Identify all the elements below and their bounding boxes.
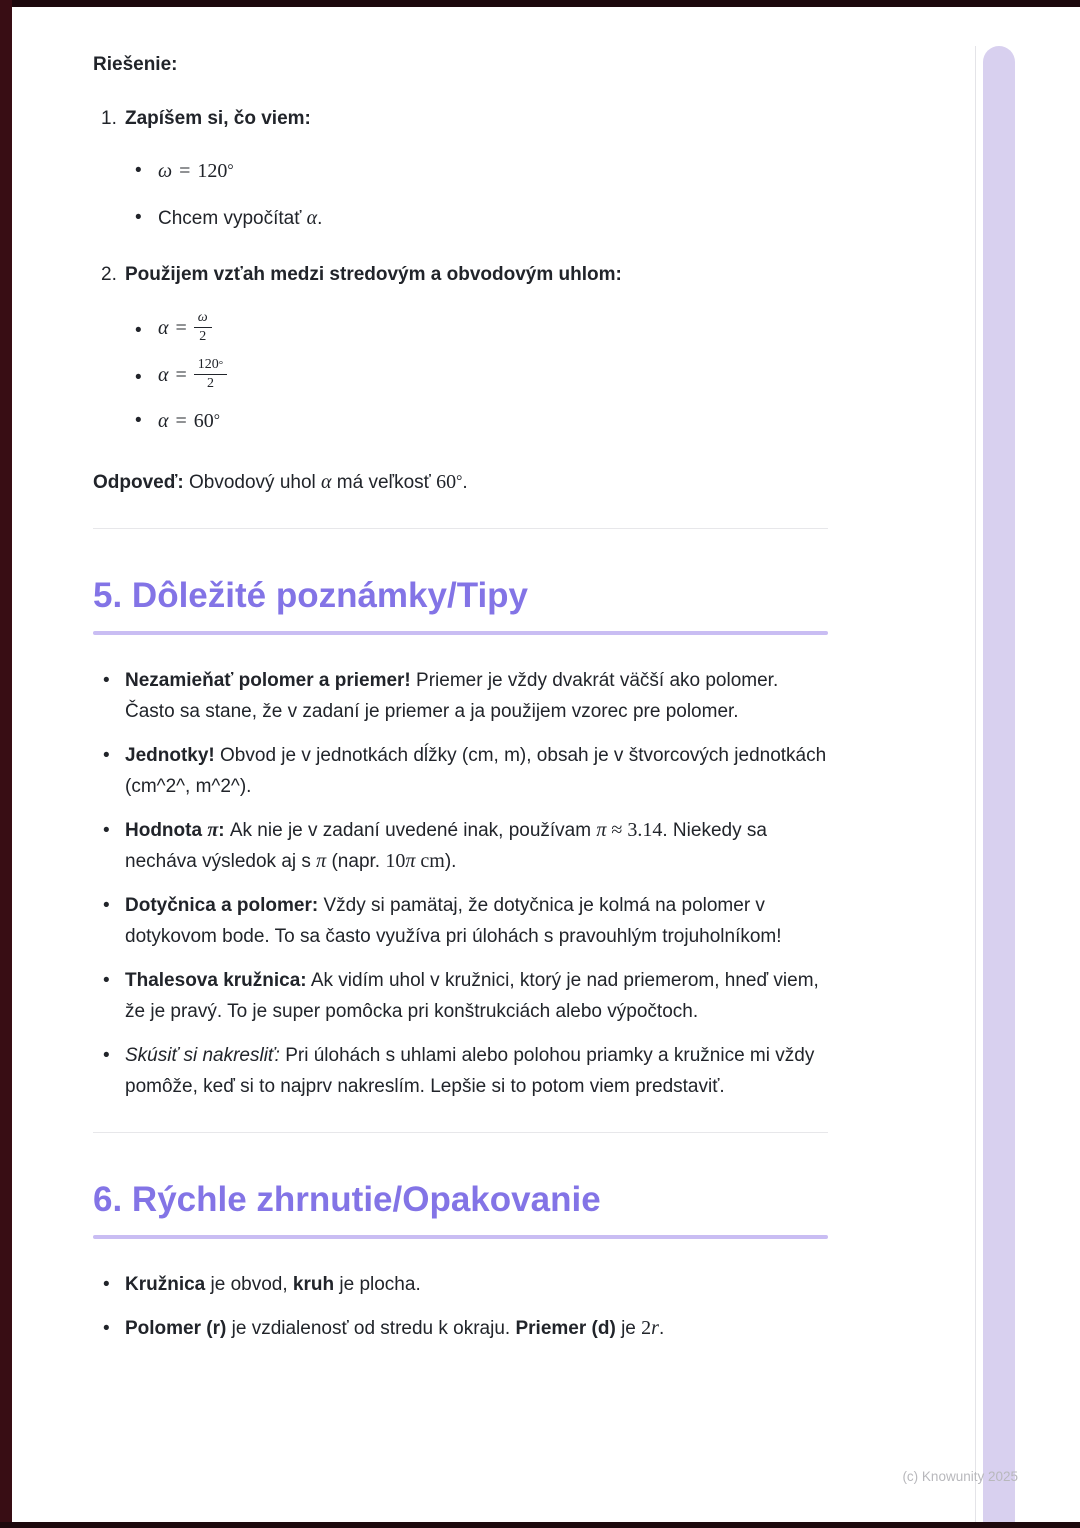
- page-border-left: [0, 0, 12, 1528]
- math-bullet-fraction: [93, 312, 828, 347]
- math-pi: π: [207, 819, 219, 841]
- step-1-bullets: [93, 156, 828, 234]
- section-6-title: 6. Rýchle zhrnutie/Opakovanie: [93, 1180, 601, 1219]
- math-alpha: α: [306, 207, 318, 229]
- section-6-underline: [93, 1235, 828, 1239]
- math-2r: 2r: [641, 1317, 659, 1339]
- math-bullet-result: [93, 406, 828, 437]
- math-expression: ω = 120°: [158, 160, 234, 182]
- section-divider: [93, 528, 828, 529]
- step-title: Zapíšem si, čo viem:: [125, 108, 311, 129]
- answer-paragraph: Odpoveď: Obvodový uhol α má veľkosť 60°.: [93, 471, 468, 493]
- fraction: 120 ° 2: [194, 357, 227, 392]
- list-item: • Jednotky! Obvod je v jednotkách dĺžky (cm, m), obsah je v štvorcových jednotkách (cm^2^, m^2^).: [93, 740, 828, 802]
- list-item: • Nezamieňať polomer a priemer! Priemer je vždy dvakrát väčší ako polomer. Často sa stane, že v zadaní je priemer a ja použijem vzorec pre polomer.: [93, 665, 828, 727]
- tips-list: [93, 665, 828, 1102]
- list-item: • Polomer (r) je vzdialenosť od stredu k okraju. Priemer (d) je 2r.: [93, 1313, 828, 1344]
- step-number: 1.: [101, 108, 117, 129]
- fraction: $\frac{\omega}{2}$: [194, 310, 212, 345]
- list-item: • Skúsiť si nakresliť: Pri úlohách s uhlami alebo polohou priamky a kružnice mi vždy pomôže, keď si to najprv nakreslím. Lepšie si to potom viem predstaviť.: [93, 1040, 828, 1102]
- ordered-step-1: [93, 104, 828, 134]
- degree-symbol: °: [227, 162, 234, 180]
- content-gutter-divider: [975, 46, 976, 1528]
- step-title: Použijem vzťah medzi stredovým a obvodovým uhlom:: [125, 264, 622, 285]
- list-item: • Hodnota π: Ak nie je v zadaní uvedené inak, používam π ≈ 3.14. Niekedy sa necháva výsledok aj s π (napr. 10π cm).: [93, 815, 828, 877]
- degree-symbol: °: [213, 412, 221, 430]
- math-expression: α = 60°: [158, 410, 221, 432]
- math-bullet-omega: [93, 156, 828, 187]
- solution-heading: Riešenie:: [93, 54, 178, 75]
- list-item: • Kružnica je obvod, kruh je plocha.: [93, 1269, 828, 1300]
- math-bullet-fraction: [93, 359, 828, 394]
- list-item: • Dotyčnica a polomer: Vždy si pamätaj, že dotyčnica je kolmá na polomer v dotykovom bode. To sa často využíva pri úlohách s pravouhlým trojuholníkom!: [93, 890, 828, 952]
- section-5-title: 5. Dôležité poznámky/Tipy: [93, 576, 529, 615]
- text-bullet: • Chcem vypočítať α.: [93, 203, 828, 234]
- scrollbar-thumb[interactable]: [983, 46, 1015, 1528]
- copyright-watermark: (c) Knowunity 2025: [902, 1469, 1018, 1484]
- step-2-bullets: [93, 312, 828, 437]
- list-item: • Thalesova kružnica: Ak vidím uhol v kružnici, ktorý je nad priemerom, hneď viem, že je pravý. To je super pomôcka pri konštrukciách alebo výpočtoch.: [93, 965, 828, 1027]
- step-number: 2.: [101, 264, 117, 285]
- answer-label: Odpoveď:: [93, 472, 184, 493]
- section-5-underline: [93, 631, 828, 635]
- math-expression: α = $\frac{\omega}{2}$: [158, 317, 212, 339]
- ordered-step-2: [93, 260, 828, 290]
- math-expression: α = 120 ° 2: [158, 364, 227, 386]
- math-value: 60°: [436, 471, 463, 493]
- degree-symbol: °: [456, 473, 463, 491]
- summary-list: [93, 1269, 828, 1344]
- math-alpha: α: [321, 471, 332, 493]
- math-pi: π: [316, 850, 327, 872]
- page-border-bottom: [0, 1522, 1080, 1528]
- degree-symbol: °: [218, 359, 224, 371]
- document-content: [93, 0, 828, 1357]
- math-pi: π: [405, 850, 416, 872]
- section-divider: [93, 1132, 828, 1133]
- page-border-top: [0, 0, 1080, 7]
- math-pi: π: [596, 819, 607, 841]
